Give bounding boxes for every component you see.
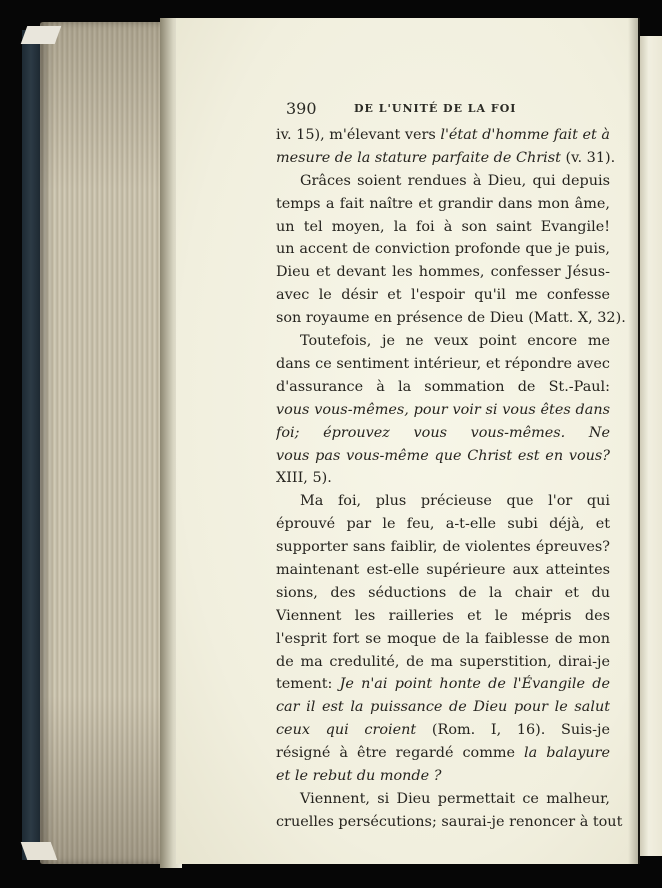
text-segment: (v. 31). xyxy=(560,149,616,166)
text-segment: sions, des séductions de la chair et du xyxy=(276,584,610,601)
text-segment: avec le désir et l'espoir qu'il me confesse xyxy=(276,287,610,304)
text-segment: Toutefois, je ne veux point encore me xyxy=(300,333,610,350)
italic-text: vous pas vous-même que Christ est en vous? xyxy=(276,447,610,464)
text-segment: dans ce sentiment intérieur, et répondre avec xyxy=(276,355,610,372)
text-line xyxy=(276,651,610,674)
text-line xyxy=(276,719,610,742)
italic-text: mesure de la stature parfaite de Christ xyxy=(276,149,561,166)
running-title: DE L'UNITÉ DE LA FOI xyxy=(354,102,517,115)
text-line xyxy=(276,467,610,490)
text-line xyxy=(276,490,610,513)
text-line xyxy=(276,811,623,834)
text-segment: cruelles persécutions; saurai-je renoncer à tout xyxy=(276,813,623,830)
text-line xyxy=(276,376,610,399)
text-segment: un accent de conviction profonde que je puis, xyxy=(276,241,610,258)
text-segment: iv. 15), m'élevant vers xyxy=(276,127,441,143)
binding-corner-bottom xyxy=(21,842,58,860)
text-segment: Viennent les railleries et le mépris des xyxy=(276,607,610,624)
text-line xyxy=(276,673,610,696)
binding-corner-top xyxy=(21,26,62,44)
text-line xyxy=(276,628,610,651)
text-line xyxy=(276,536,610,559)
paragraph xyxy=(276,124,616,170)
text-line xyxy=(276,216,610,239)
text-segment: temps a fait naître et grandir dans mon âme, xyxy=(276,195,610,212)
text-line xyxy=(276,124,610,147)
text-line xyxy=(276,742,610,765)
text-line xyxy=(276,170,610,193)
page-edges xyxy=(40,22,162,864)
next-page-edge xyxy=(640,36,662,856)
italic-text: foi; éprouvez vous vous-mêmes. Ne xyxy=(276,424,610,441)
text-segment: résigné à être regardé comme xyxy=(276,745,525,762)
italic-text: car il est la puissance de Dieu pour le salut xyxy=(276,699,610,716)
text-segment: XIII, 5). xyxy=(276,470,332,487)
text-line xyxy=(276,582,610,605)
text-segment: Grâces soient rendues à Dieu, qui depuis xyxy=(300,172,610,189)
text-line xyxy=(276,193,610,216)
paragraph xyxy=(276,330,610,490)
italic-text: ceux qui croient xyxy=(276,722,417,739)
text-segment: d'assurance à la sommation de St.-Paul: xyxy=(276,378,610,395)
paragraph xyxy=(276,170,626,330)
page-fold-shadow xyxy=(628,18,640,864)
text-segment: maintenant est-elle supérieure aux atteintes xyxy=(276,561,610,578)
text-segment: son royaume en présence de Dieu (Matt. X, 32). xyxy=(276,310,626,327)
paragraph xyxy=(276,788,623,834)
page-number: 390 xyxy=(286,99,317,118)
text-line xyxy=(276,307,626,330)
text-segment: Ma foi, plus précieuse que l'or qui xyxy=(300,493,610,510)
text-line xyxy=(276,696,610,719)
text-line xyxy=(276,422,610,445)
text-line xyxy=(276,330,610,353)
text-segment: Dieu et devant les hommes, confesser Jésus- xyxy=(276,264,610,281)
text-line xyxy=(276,559,610,582)
text-line xyxy=(276,445,610,468)
italic-text: et le rebut du monde ? xyxy=(276,767,442,784)
body-text xyxy=(276,124,626,834)
text-line xyxy=(276,353,610,376)
italic-text: vous vous-mêmes, pour voir si vous êtes dans xyxy=(276,401,610,418)
text-segment: éprouvé par le feu, a-t-elle subi déjà, et xyxy=(276,516,610,533)
text-line xyxy=(276,513,610,536)
text-segment: un tel moyen, la foi à son saint Evangile! xyxy=(276,218,610,235)
text-segment: Viennent, si Dieu permettait ce malheur, xyxy=(300,790,610,807)
page-header xyxy=(286,99,626,120)
text-segment: tement: xyxy=(276,676,340,693)
text-line xyxy=(276,765,610,788)
text-line xyxy=(276,238,610,261)
text-segment: supporter sans faiblir, de violentes épreuves? xyxy=(276,539,610,556)
italic-text: l'état d'homme fait et à xyxy=(440,127,610,143)
text-line xyxy=(276,605,610,628)
text-line xyxy=(276,284,610,307)
text-segment: (Rom. I, 16). Suis-je xyxy=(431,722,610,739)
text-segment: l'esprit fort se moque de la faiblesse de mon xyxy=(276,630,610,647)
italic-text: la balayure xyxy=(524,745,610,762)
paragraph xyxy=(276,490,610,788)
italic-text: Je n'ai point honte de l'Évangile de xyxy=(339,676,610,693)
text-line xyxy=(276,261,610,284)
text-line xyxy=(276,147,616,170)
text-line xyxy=(276,788,610,811)
text-segment: de ma credulité, de ma superstition, dirai-je xyxy=(276,653,610,670)
text-line xyxy=(276,399,610,422)
